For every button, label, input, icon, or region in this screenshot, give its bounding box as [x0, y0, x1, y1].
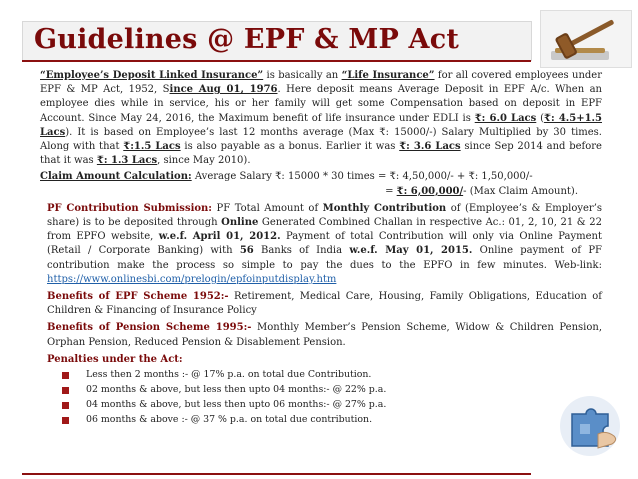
bullet-icon — [62, 402, 69, 409]
epf-scheme-label: Benefits of EPF Scheme 1952:- — [47, 291, 229, 303]
since-date: ince Aug 01, 1976 — [169, 84, 278, 96]
puzzle-image — [550, 384, 630, 464]
bottom-divider — [22, 473, 531, 475]
claim-calculation: Claim Amount Calculation: Average Salary ₹: 15000 * 30 times = ₹: 4,50,000/- + ₹: 1,50,000/- — [40, 171, 533, 183]
pension-scheme-label: Benefits of Pension Scheme 1995:- — [47, 322, 252, 334]
gavel-icon — [541, 11, 631, 67]
epf-scheme-benefits: Benefits of EPF Scheme 1952:- Retirement, Medical Care, Housing, Family Obligations, Education of Children & Financing of Insurance Policy — [47, 291, 602, 317]
bullet-icon — [62, 387, 69, 394]
claim-label: Claim Amount Calculation: — [40, 171, 192, 183]
bullet-icon — [62, 417, 69, 424]
benefit-split: ₹: 4.5+1.5 Lacs — [40, 112, 602, 138]
earlier-amount: ₹: 3.6 Lacs — [399, 141, 461, 153]
page-title: Guidelines @ EPF & MP Act — [34, 24, 460, 55]
bonus-amount: ₹:1.5 Lacs — [123, 141, 181, 153]
edli-paragraph: “Employee’s Deposit Linked Insurance” is basically an “Life Insurance” for all covered employees under EPF & MP Act, 1952, Since Aug 01, 1976. Here deposit means Average Deposit in EPF A/c. When an employee dies while in service, his or her family will get some Compensation based on deposit in EPF Account. Since May 24, 2016, the Maximum benefit of life insurance under EDLI is ₹: 6.0 Lacs (₹: 4.5+1.5 Lacs). It is based on Employee’s last 12 months average (Max ₹: 15000/-) Salary Multiplied by 30 times. Along with that ₹:1.5 Lacs is also payable as a bonus. Earlier it was ₹: 3.6 Lacs since Sep 2014 and before that it was ₹: 1.3 Lacs, since May 2010). — [40, 70, 602, 167]
max-benefit: ₹: 6.0 Lacs — [474, 112, 537, 124]
edli-term: “Employee’s Deposit Linked Insurance” — [40, 70, 264, 81]
epfo-payment-link[interactable]: https://www.onlinesbi.com/prelogin/epfoinputdisplay.htm — [47, 273, 337, 285]
list-item: Less then 2 months :- @ 17% p.a. on total due Contribution. — [40, 368, 602, 382]
puzzle-hand-icon — [550, 384, 630, 464]
bullet-icon — [62, 372, 69, 379]
life-insurance-term: “Life Insurance” — [341, 70, 435, 81]
before-amount: ₹: 1.3 Lacs — [96, 155, 158, 167]
title-divider — [22, 60, 531, 62]
list-item: 02 months & above, but less then upto 04 months:- @ 22% p.a. — [40, 383, 602, 397]
guidelines-content — [40, 69, 602, 427]
pf-contribution-label: PF Contribution Submission: — [47, 202, 213, 214]
claim-total: ₹: 6,00,000/ — [396, 185, 464, 197]
penalties-heading: Penalties under the Act: — [47, 353, 183, 365]
pf-contribution-paragraph: PF Contribution Submission: PF Total Amount of Monthly Contribution of (Employee’s & Employer’s share) is to be deposited through Online Generated Combined Challan in respective Ac.: 01, 2, 10, 21 & 22 from EPFO website, w.e.f. April 01, 2012. Payment of total Contribution will only via Online Payment (Retail / Corporate Banking) with 56 Banks of India w.e.f. May 01, 2015. Online payment of PF contribution make the process so simple to pay the dues to the EPFO in few minutes. Web-link: https://www.onlinesbi.com/prelogin/epfoinputdisplay.htm — [47, 202, 603, 285]
list-item: 04 months & above, but less then upto 06 months:- @ 27% p.a. — [40, 398, 602, 412]
pension-scheme-benefits: Benefits of Pension Scheme 1995:- Monthly Member’s Pension Scheme, Widow & Children Pension, Orphan Pension, Reduced Pension & Disablement Pension. — [47, 322, 603, 348]
gavel-image — [540, 10, 632, 68]
penalties-list — [40, 368, 602, 427]
claim-total-line: = ₹: 6,00,000/- (Max Claim Amount). — [385, 185, 578, 197]
list-item: 06 months & above :- @ 37 % p.a. on total due contribution. — [40, 413, 602, 427]
